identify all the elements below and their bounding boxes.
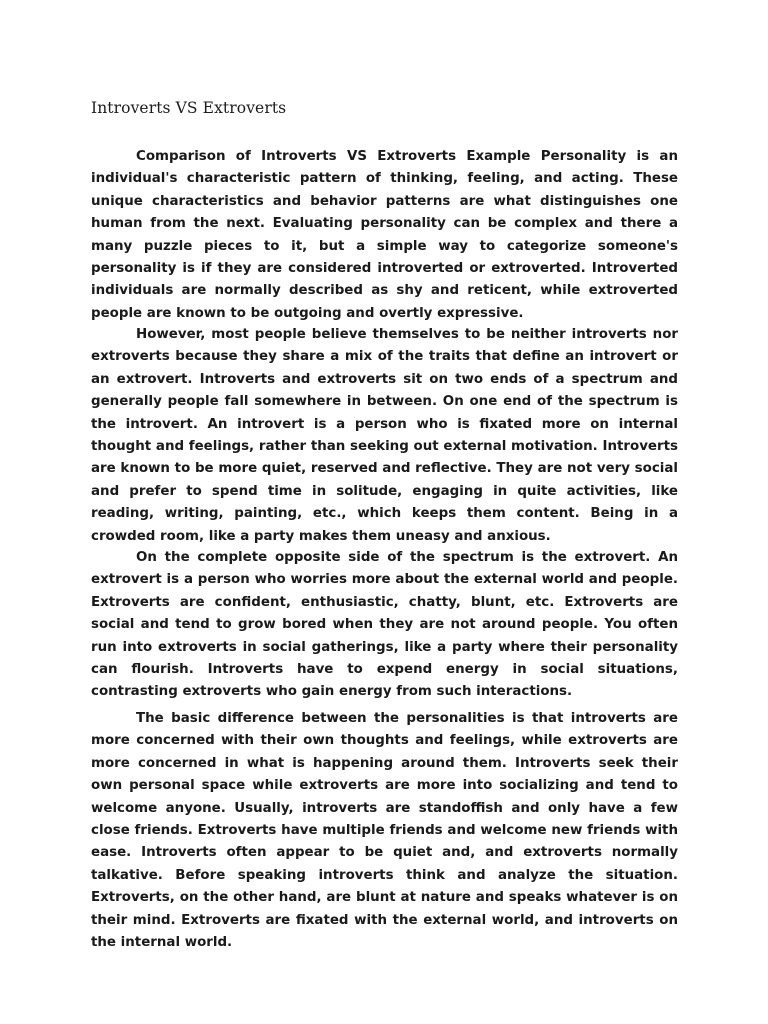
paragraph-4: The basic difference between the personalities is that introverts are more concerned with their own thoughts and feelings, while extroverts are more concerned in what is happening around them. Introverts seek their own personal space while extroverts are more into socializing and tend to welcome anyone. Usually, introverts are standoffish and only have a few close friends. Extroverts have multiple friends and welcome new friends with ease. Introverts often appear to be quiet and, and extroverts normally talkative. Before speaking introverts think and analyze the situation. Extroverts, on the other hand, are blunt at nature and speaks whatever is on their mind. Extroverts are fixated with the external world, and introverts on the internal world. bbox=[91, 711, 678, 951]
paragraph-1: Comparison of Introverts VS Extroverts Example Personality is an individual's characteristic pattern of thinking, feeling, and acting. These unique characteristics and behavior patterns are what distinguishes one human from the next. Evaluating personality can be complex and there a many puzzle pieces to it, but a simple way to categorize someone's personality is if they are considered introverted or extroverted. Introverted individuals are normally described as shy and reticent, while extroverted people are known to be outgoing and overtly expressive. bbox=[91, 149, 678, 321]
paragraph-2: However, most people believe themselves to be neither introverts nor extroverts because they share a mix of the traits that define an introvert or an extrovert. Introverts and extroverts sit on two ends of a spectrum and generally people fall somewhere in between. On one end of the spectrum is the introvert. An introvert is a person who is fixated more on internal thought and feelings, rather than seeking out external motivation. Introverts are known to be more quiet, reserved and reflective. They are not very social and prefer to spend time in solitude, engaging in quite activities, like reading, writing, painting, etc., which keeps them content. Being in a crowded room, like a party makes them uneasy and anxious. bbox=[91, 327, 678, 544]
document-title: Introverts VS Extroverts bbox=[91, 99, 287, 117]
paragraph-3: On the complete opposite side of the spectrum is the extrovert. An extrovert is a person who worries more about the external world and people. Extroverts are confident, enthusiastic, chatty, blunt, etc. Extroverts are social and tend to grow bored when they are not around people. You often run into extroverts in social gatherings, like a party where their personality can flourish. Introverts have to expend energy in social situations, contrasting extroverts who gain energy from such interactions. bbox=[91, 550, 678, 700]
